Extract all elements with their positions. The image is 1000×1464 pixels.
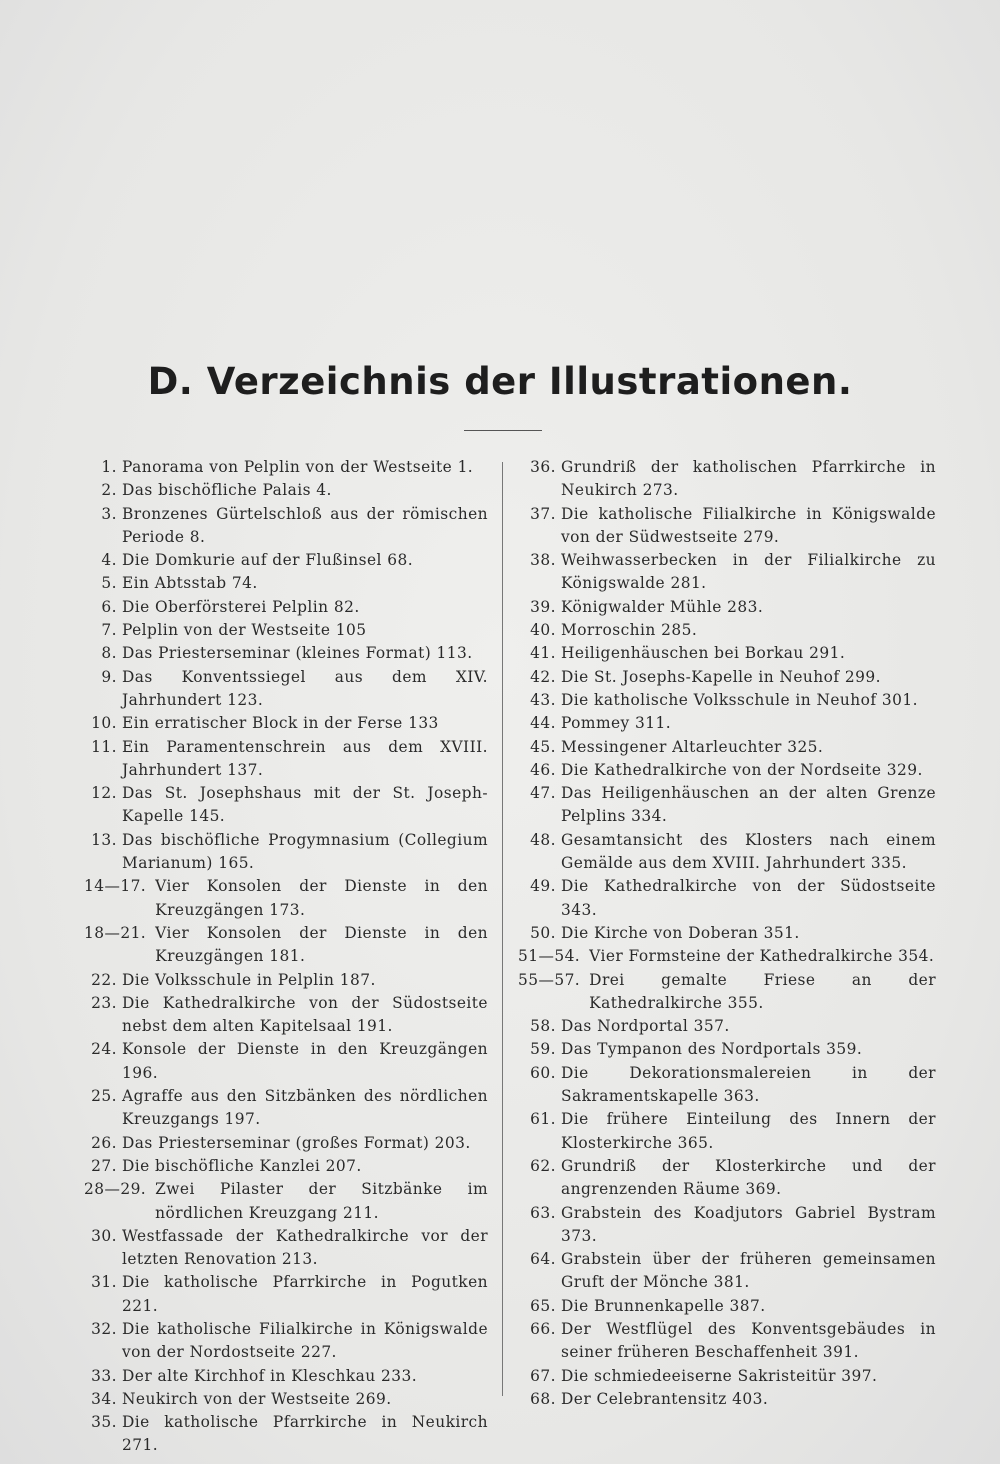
entry-text: Neukirch von der Westseite 269.: [122, 1389, 392, 1408]
column-divider: [502, 462, 503, 1396]
entry-number: 50.: [530, 923, 556, 942]
entry-number: 39.: [530, 597, 556, 616]
list-item: [518, 1155, 936, 1202]
entry-number: 37.: [530, 504, 556, 523]
list-item: [518, 1318, 936, 1365]
entry-number: 64.: [530, 1250, 556, 1269]
entry-number: 31.: [91, 1273, 117, 1292]
entry-number: 36.: [530, 458, 556, 476]
entry-number: 13.: [91, 830, 117, 849]
entry-text: Vier Konsolen der Dienste in den Kreuzgängen 173.: [155, 877, 488, 919]
entry-number: 11.: [91, 737, 117, 756]
list-item: [84, 572, 488, 595]
entry-number: 6.: [101, 597, 117, 616]
list-item: [518, 1062, 936, 1109]
list-item: [518, 922, 936, 945]
entry-text: Messingener Altarleuchter 325.: [561, 737, 824, 756]
list-item: [518, 829, 936, 876]
list-item: [518, 1388, 936, 1411]
entry-number: 28—29.: [84, 1180, 147, 1199]
entry-text: Die Volksschule in Pelplin 187.: [122, 970, 376, 989]
entry-number: 48.: [530, 830, 556, 849]
list-item: [518, 1295, 936, 1318]
entry-number: 8.: [101, 644, 117, 663]
entry-text: Vier Formsteine der Kathedralkirche 354.: [589, 947, 935, 966]
entry-number: 10.: [91, 714, 117, 733]
entry-text: Die Brunnenkapelle 387.: [561, 1296, 766, 1315]
entry-number: 23.: [91, 993, 117, 1012]
entry-number: 47.: [530, 784, 556, 803]
entry-number: 12.: [91, 784, 117, 803]
entry-text: Vier Konsolen der Dienste in den Kreuzgängen 181.: [155, 923, 488, 966]
entry-number: 42.: [530, 667, 556, 686]
entry-number: 3.: [101, 504, 117, 523]
entry-text: Die schmiedeeiserne Sakristeitür 397.: [561, 1366, 878, 1385]
list-item: [84, 642, 488, 665]
entry-text: Das bischöfliche Palais 4.: [122, 481, 332, 500]
list-item: [84, 619, 488, 642]
entry-number: 65.: [530, 1296, 556, 1315]
entry-text: Grundriß der katholischen Pfarrkirche in Neukirch 273.: [561, 458, 936, 500]
entry-number: 49.: [530, 877, 556, 896]
list-item: [518, 759, 936, 782]
entry-number: 35.: [91, 1413, 117, 1432]
entry-text: Das Priesterseminar (kleines Format) 113.: [122, 644, 473, 663]
entry-number: 27.: [91, 1156, 117, 1175]
entry-text: Der Westflügel des Konventsgebäudes in seiner früheren Beschaffenheit 391.: [561, 1319, 936, 1362]
list-item: [518, 1248, 936, 1295]
entry-text: Die katholische Pfarrkirche in Neukirch 271.: [122, 1413, 488, 1455]
entry-number: 32.: [91, 1319, 117, 1338]
entry-text: Die Domkurie auf der Flußinsel 68.: [122, 551, 414, 570]
list-item: [518, 1038, 936, 1061]
entry-text: Das Tympanon des Nordportals 359.: [561, 1040, 863, 1059]
entry-text: Der Celebrantensitz 403.: [561, 1389, 769, 1408]
entry-number: 43.: [530, 690, 556, 709]
list-item: [84, 1132, 488, 1155]
list-item: [518, 596, 936, 619]
entry-text: Die bischöfliche Kanzlei 207.: [122, 1156, 362, 1175]
list-item: [518, 503, 936, 550]
entry-number: 9.: [101, 667, 117, 686]
list-item: [84, 1178, 488, 1225]
entry-number: 14—17.: [84, 877, 147, 896]
entry-text: Die katholische Filialkirche in Königswalde von der Südwestseite 279.: [561, 504, 936, 546]
list-item: [84, 992, 488, 1039]
entry-number: 7.: [101, 621, 117, 640]
list-item: [84, 479, 488, 502]
entry-text: Die katholische Pfarrkirche in Pogutken 221.: [122, 1273, 488, 1315]
entry-text: Die frühere Einteilung des Innern der Klosterkirche 365.: [561, 1110, 936, 1152]
list-item: [518, 736, 936, 759]
entry-text: Pelplin von der Westseite 105: [122, 621, 367, 640]
entry-number: 34.: [91, 1389, 117, 1408]
list-item: [518, 549, 936, 596]
list-item: [518, 945, 936, 968]
list-item: [84, 1038, 488, 1085]
entry-text: Die katholische Filialkirche in Königswalde von der Nordostseite 227.: [122, 1319, 488, 1362]
entry-text: Die Oberförsterei Pelplin 82.: [122, 597, 360, 616]
entry-number: 46.: [530, 760, 556, 779]
entry-number: 38.: [530, 551, 556, 570]
entry-number: 4.: [101, 551, 117, 570]
list-item: [84, 549, 488, 572]
right-column: [518, 456, 936, 1411]
entry-number: 62.: [530, 1156, 556, 1175]
entry-number: 1.: [101, 458, 117, 476]
list-item: [518, 642, 936, 665]
list-item: [84, 712, 488, 735]
entry-number: 2.: [101, 481, 117, 500]
entry-number: 5.: [101, 574, 117, 593]
entry-text: Die St. Josephs-Kapelle in Neuhof 299.: [561, 667, 881, 686]
entry-number: 22.: [91, 970, 117, 989]
entry-number: 61.: [530, 1110, 556, 1129]
entry-text: Die Kathedralkirche von der Nordseite 329.: [561, 760, 923, 779]
entry-number: 45.: [530, 737, 556, 756]
list-item: [84, 1155, 488, 1178]
entry-text: Weihwasserbecken in der Filialkirche zu Königswalde 281.: [561, 551, 936, 593]
entry-number: 44.: [530, 714, 556, 733]
list-item: [518, 1015, 936, 1038]
entry-text: Westfassade der Kathedralkirche vor der letzten Renovation 213.: [122, 1226, 488, 1269]
entry-text: Die katholische Volksschule in Neuhof 301.: [561, 690, 918, 709]
entry-text: Grabstein über der früheren gemeinsamen Gruft der Mönche 381.: [561, 1250, 936, 1292]
list-item: [84, 829, 488, 876]
left-column: [84, 456, 488, 1458]
list-item: [84, 666, 488, 713]
entry-number: 59.: [530, 1040, 556, 1059]
entry-text: Panorama von Pelplin von der Westseite 1.: [122, 458, 474, 476]
list-item: [518, 456, 936, 503]
list-item: [518, 1202, 936, 1249]
entry-text: Die Kathedralkirche von der Südostseite 343.: [561, 877, 936, 919]
entry-text: Das bischöfliche Progymnasium (Collegium Marianum) 165.: [122, 830, 488, 873]
list-item: [84, 596, 488, 619]
entry-text: Das St. Josephshaus mit der St. Joseph-Kapelle 145.: [122, 784, 488, 826]
entry-text: Bronzenes Gürtelschloß aus der römischen Periode 8.: [122, 504, 488, 546]
entry-text: Königwalder Mühle 283.: [561, 597, 764, 616]
list-item: [84, 1411, 488, 1458]
list-item: [84, 969, 488, 992]
entry-text: Grabstein des Koadjutors Gabriel Bystram 373.: [561, 1203, 936, 1245]
entry-number: 63.: [530, 1203, 556, 1222]
entry-number: 24.: [91, 1040, 117, 1059]
list-item: [84, 922, 488, 969]
list-item: [84, 1388, 488, 1411]
list-item: [84, 456, 488, 479]
list-item: [84, 1225, 488, 1272]
entry-text: Gesamtansicht des Klosters nach einem Gemälde aus dem XVIII. Jahrhundert 335.: [561, 830, 936, 873]
entry-number: 55—57.: [518, 970, 581, 989]
entry-text: Morroschin 285.: [561, 621, 698, 640]
entry-text: Das Priesterseminar (großes Format) 203.: [122, 1133, 471, 1152]
entry-text: Das Heiligenhäuschen an der alten Grenze Pelplins 334.: [561, 784, 936, 826]
list-item: [84, 782, 488, 829]
page-title: D. Verzeichnis der Illustrationen.: [147, 360, 853, 403]
entry-text: Heiligenhäuschen bei Borkau 291.: [561, 644, 846, 663]
entry-number: 60.: [530, 1063, 556, 1082]
entry-number: 26.: [91, 1133, 117, 1152]
entry-number: 40.: [530, 621, 556, 640]
list-item: [518, 1108, 936, 1155]
list-item: [518, 619, 936, 642]
entry-number: 66.: [530, 1319, 556, 1338]
list-item: [518, 666, 936, 689]
entry-number: 67.: [530, 1366, 556, 1385]
entry-text: Das Nordportal 357.: [561, 1017, 730, 1036]
entry-text: Die Kirche von Doberan 351.: [561, 923, 800, 942]
entry-text: Zwei Pilaster der Sitzbänke im nördlichen Kreuzgang 211.: [155, 1180, 488, 1222]
entry-text: Pommey 311.: [561, 714, 672, 733]
entry-number: 18—21.: [84, 923, 147, 942]
entry-text: Agraffe aus den Sitzbänken des nördlichen Kreuzgangs 197.: [122, 1087, 488, 1129]
list-item: [518, 689, 936, 712]
list-item: [518, 712, 936, 735]
list-item: [518, 1365, 936, 1388]
list-item: [518, 782, 936, 829]
entry-number: 58.: [530, 1017, 556, 1036]
entry-text: Drei gemalte Friese an der Kathedralkirche 355.: [589, 970, 936, 1012]
list-item: [84, 503, 488, 550]
entry-text: Konsole der Dienste in den Kreuzgängen 196.: [122, 1040, 488, 1082]
entry-text: Die Dekorationsmalereien in der Sakramentskapelle 363.: [561, 1063, 936, 1106]
list-item: [84, 1365, 488, 1388]
entry-number: 41.: [530, 644, 556, 663]
entry-text: Der alte Kirchhof in Kleschkau 233.: [122, 1366, 418, 1385]
entry-number: 51—54.: [518, 947, 581, 966]
list-item: [518, 969, 936, 1016]
entry-text: Ein erratischer Block in der Ferse 133: [122, 714, 439, 733]
list-item: [84, 1271, 488, 1318]
entry-number: 68.: [530, 1389, 556, 1408]
list-item: [518, 875, 936, 922]
entry-number: 25.: [91, 1087, 117, 1106]
entry-text: Ein Abtsstab 74.: [122, 574, 258, 593]
entry-text: Ein Paramentenschrein aus dem XVIII. Jahrhundert 137.: [122, 737, 488, 779]
title-rule: [464, 430, 542, 431]
entry-number: 30.: [91, 1226, 117, 1245]
entry-number: 33.: [91, 1366, 117, 1385]
list-item: [84, 1318, 488, 1365]
entry-text: Das Konventssiegel aus dem XIV. Jahrhundert 123.: [122, 667, 488, 709]
list-item: [84, 875, 488, 922]
list-item: [84, 1085, 488, 1132]
entry-text: Die Kathedralkirche von der Südostseite nebst dem alten Kapitelsaal 191.: [122, 993, 488, 1036]
list-item: [84, 736, 488, 783]
entry-text: Grundriß der Klosterkirche und der angrenzenden Räume 369.: [561, 1156, 936, 1199]
